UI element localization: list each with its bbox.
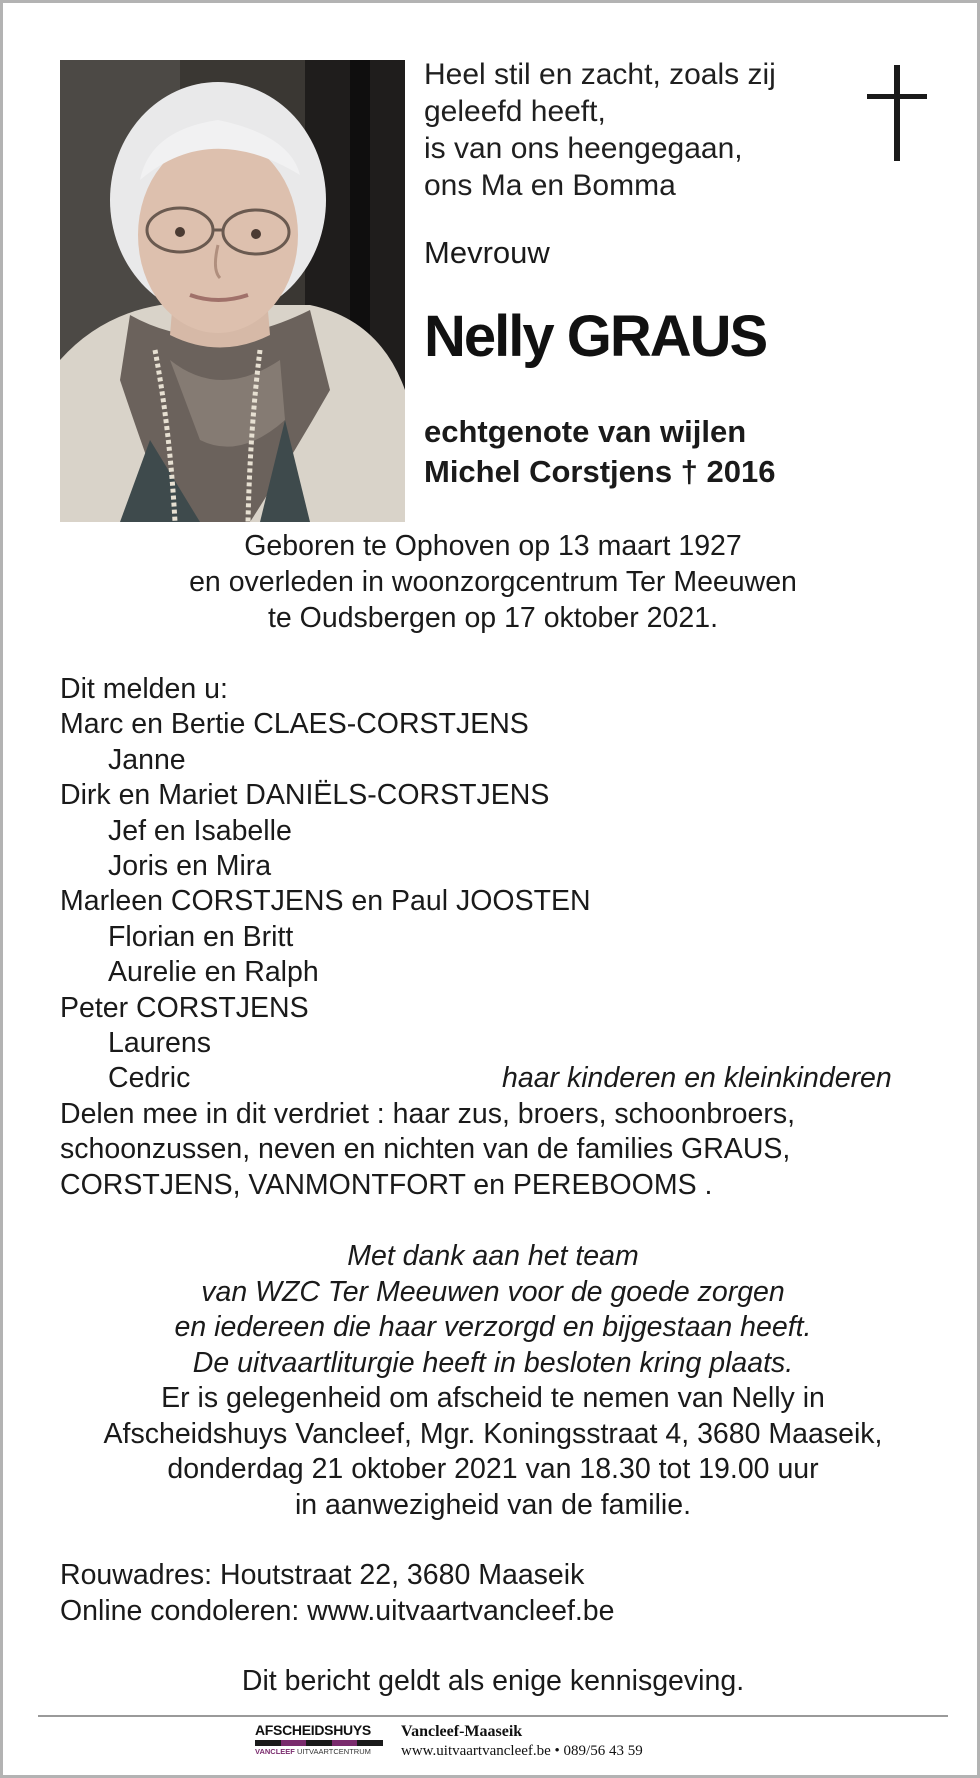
farewell-line: Afscheidshuys Vancleef, Mgr. Koningsstraat 4, 3680 Maaseik, [103, 1417, 883, 1450]
footer-contact [401, 1722, 643, 1761]
thanks-line: van WZC Ter Meeuwen voor de goede zorgen [201, 1275, 785, 1308]
contact-info [60, 1557, 614, 1629]
intro-line: Heel stil en zacht, zoals zij [424, 58, 776, 91]
birth-death-line: Geboren te Ophoven op 13 maart 1927 [244, 530, 742, 562]
spouse-info [424, 412, 776, 492]
birth-death-line: en overleden in woonzorgcentrum Ter Meeuwen [189, 566, 797, 598]
family-member: Cedric [108, 1062, 191, 1095]
family-heading: Dit melden u: [60, 673, 228, 705]
family-member: Aurelie en Ralph [108, 956, 319, 989]
birth-death-line: te Oudsbergen op 17 oktober 2021. [267, 602, 718, 634]
logo-brand: AFSCHEIDSHUYS [255, 1722, 371, 1738]
mourning-address: Rouwadres: Houtstraat 22, 3680 Maaseik [60, 1559, 585, 1591]
family-member: Joris en Mira [108, 850, 272, 883]
thanks-line: De uitvaartliturgie heeft in besloten kring plaats. [192, 1346, 794, 1379]
company-contact: www.uitvaartvancleef.be • 089/56 43 59 [401, 1743, 643, 1759]
thanks-line: Met dank aan het team [347, 1240, 639, 1272]
intro-line: is van ons heengegaan, [424, 132, 743, 165]
notice-text: Dit bericht geldt als enige kennisgeving. [241, 1665, 745, 1697]
family-member: Peter CORSTJENS [60, 991, 309, 1024]
spouse-line: echtgenote van wijlen [424, 414, 747, 449]
family-list [60, 672, 930, 1203]
thanks-line: en iedereen die haar verzorgd en bijgestaan heeft. [174, 1311, 812, 1343]
family-member: Marleen CORSTJENS en Paul JOOSTEN [60, 885, 591, 918]
relatives-line: CORSTJENS, VANMONTFORT en PEREBOOMS . [60, 1168, 713, 1201]
family-member: Florian en Britt [108, 920, 294, 953]
intro-line: geleefd heeft, [424, 95, 606, 128]
farewell-line: donderdag 21 oktober 2021 van 18.30 tot 19.00 uur [167, 1453, 819, 1485]
online-condolence: Online condoleren: www.uitvaartvancleef.be [60, 1595, 615, 1627]
intro-text [424, 56, 776, 204]
family-member: Janne [108, 743, 186, 776]
birth-death-info [60, 528, 926, 636]
company-name: Vancleef-Maaseik [401, 1723, 523, 1740]
logo-subtitle [255, 1746, 383, 1758]
honorific: Mevrouw [424, 235, 550, 270]
portrait-photo [60, 60, 405, 522]
family-member: Dirk en Mariet DANIËLS-CORSTJENS [60, 779, 550, 812]
footer-divider [38, 1715, 948, 1717]
family-member: Marc en Bertie CLAES-CORSTJENS [60, 708, 529, 741]
family-member-row [60, 1061, 930, 1096]
farewell-line: Er is gelegenheid om afscheid te nemen van Nelly in [161, 1382, 825, 1414]
logo-sub-a: VANCLEEF [255, 1747, 295, 1756]
latin-cross-icon [867, 65, 927, 161]
spouse-line: Michel Corstjens † 2016 [424, 454, 776, 489]
family-role: haar kinderen en kleinkinderen [502, 1062, 892, 1095]
family-member: Jef en Isabelle [108, 814, 292, 847]
deceased-name: Nelly GRAUS [424, 304, 767, 369]
family-member: Laurens [108, 1027, 211, 1060]
intro-line: ons Ma en Bomma [424, 169, 676, 202]
relatives-line: Delen mee in dit verdriet : haar zus, broers, schoonbroers, [60, 1097, 796, 1130]
funeral-home-logo [255, 1721, 383, 1765]
thanks-and-farewell [60, 1239, 926, 1523]
relatives-line: schoonzussen, neven en nichten van de families GRAUS, [60, 1133, 791, 1166]
logo-sub-b: UITVAARTCENTRUM [296, 1747, 371, 1756]
farewell-line: in aanwezigheid van de familie. [294, 1488, 692, 1521]
